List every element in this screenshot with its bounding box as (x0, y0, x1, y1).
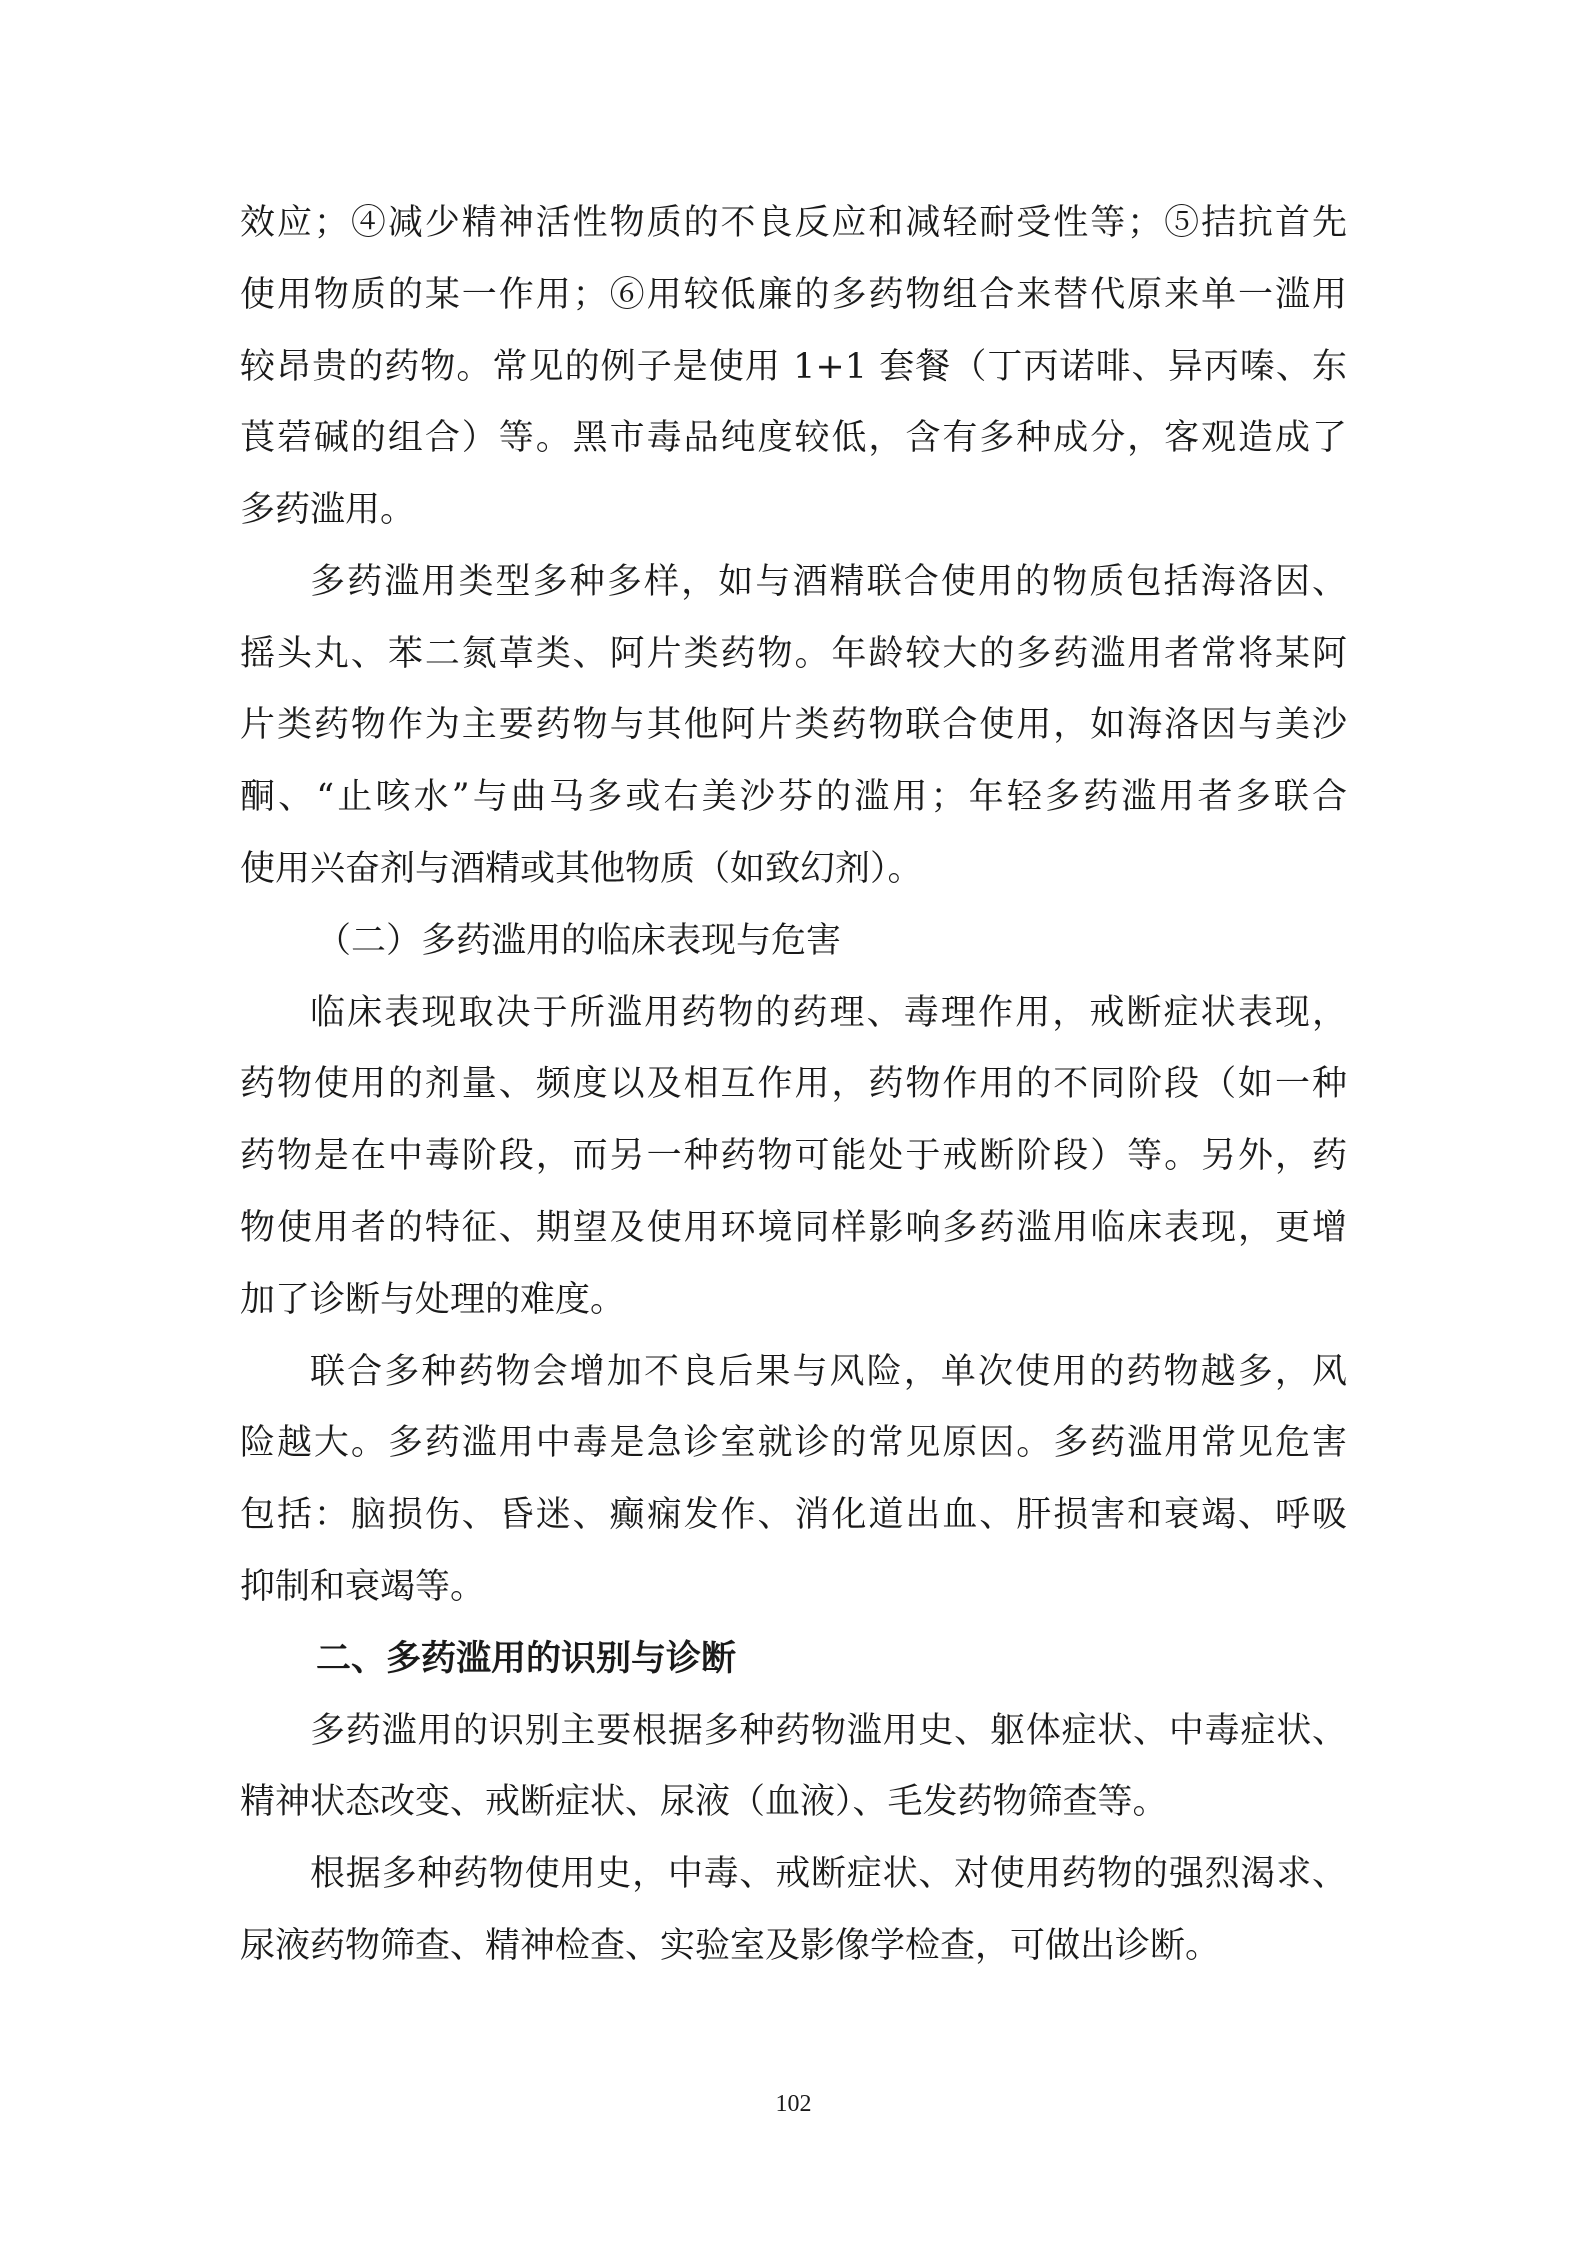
body-line: 较昂贵的药物。常见的例子是使用 1+1 套餐（丁丙诺啡、异丙嗪、东 (240, 347, 1347, 387)
body-line: 药物是在中毒阶段，而另一种药物可能处于戒断阶段）等。另外，药 (240, 1136, 1347, 1176)
body-line: 多药滥用。 (240, 490, 416, 530)
body-line: 酮、“止咳水”与曲马多或右美沙芬的滥用；年轻多药滥用者多联合 (240, 777, 1347, 817)
body-line: 物使用者的特征、期望及使用环境同样影响多药滥用临床表现，更增 (240, 1208, 1347, 1248)
body-line: 药物使用的剂量、频度以及相互作用，药物作用的不同阶段（如一种 (240, 1064, 1347, 1104)
body-line: 加了诊断与处理的难度。 (240, 1280, 626, 1320)
body-line: 精神状态改变、戒断症状、尿液（血液）、毛发药物筛查等。 (240, 1782, 1168, 1822)
body-line: 使用物质的某一作用；⑥用较低廉的多药物组合来替代原来单一滥用 (240, 275, 1347, 315)
body-line: 片类药物作为主要药物与其他阿片类药物联合使用，如海洛因与美沙 (240, 705, 1347, 745)
paragraph-first-line: 联合多种药物会增加不良后果与风险，单次使用的药物越多，风 (310, 1352, 1347, 1392)
page-number: 102 (775, 2091, 812, 2117)
body-line: 抑制和衰竭等。 (240, 1567, 486, 1607)
body-line: 效应；④减少精神活性物质的不良反应和减轻耐受性等；⑤拮抗首先 (240, 203, 1347, 243)
body-line: 险越大。多药滥用中毒是急诊室就诊的常见原因。多药滥用常见危害 (240, 1423, 1347, 1463)
body-line: 尿液药物筛查、精神检查、实验室及影像学检查，可做出诊断。 (240, 1926, 1221, 1966)
paragraph-first-line: 多药滥用类型多种多样，如与酒精联合使用的物质包括海洛因、 (310, 562, 1347, 602)
section-subheading: （二）多药滥用的临床表现与危害 (316, 921, 842, 961)
paragraph-first-line: 多药滥用的识别主要根据多种药物滥用史、躯体症状、中毒症状、 (310, 1711, 1347, 1751)
paragraph-first-line: 临床表现取决于所滥用药物的药理、毒理作用，戒断症状表现， (310, 993, 1347, 1033)
body-line: 莨菪碱的组合）等。黑市毒品纯度较低，含有多种成分，客观造成了 (240, 418, 1347, 458)
paragraph-first-line: 根据多种药物使用史，中毒、戒断症状、对使用药物的强烈渴求、 (310, 1854, 1347, 1894)
body-line: 摇头丸、苯二氮䓬类、阿片类药物。年龄较大的多药滥用者常将某阿 (240, 634, 1347, 674)
body-line: 使用兴奋剂与酒精或其他物质（如致幻剂）。 (240, 849, 923, 889)
body-line: 包括：脑损伤、昏迷、癫痫发作、消化道出血、肝损害和衰竭、呼吸 (240, 1495, 1347, 1535)
section-heading: 二、多药滥用的识别与诊断 (316, 1639, 737, 1679)
